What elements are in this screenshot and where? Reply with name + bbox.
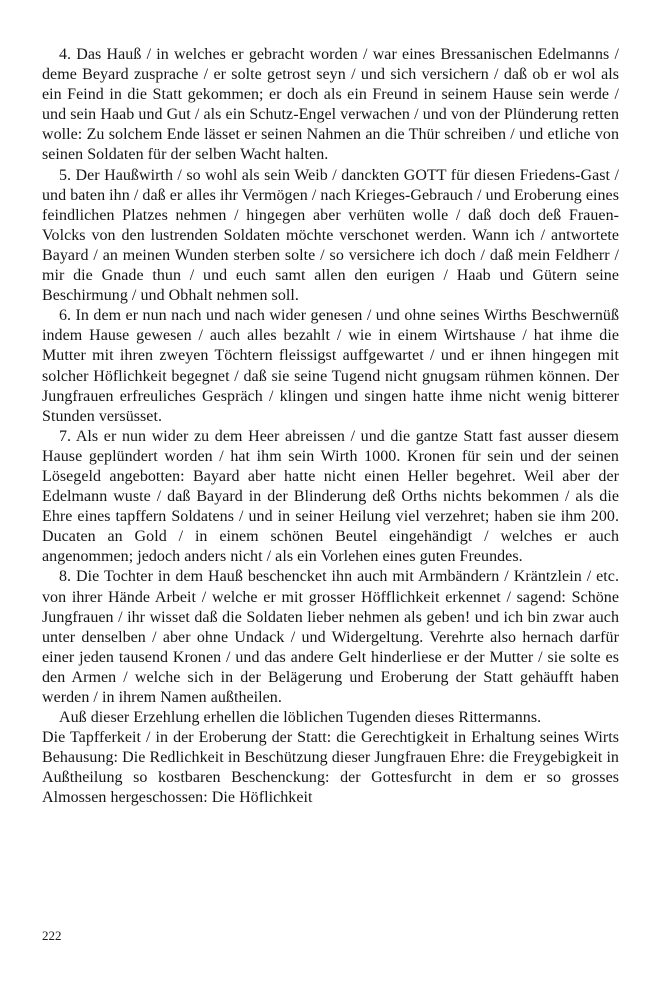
page-number: 222 bbox=[42, 928, 62, 943]
paragraph-6: 6. In dem er nun nach und nach wider genesen / und ohne seines Wirths Beschwernüß indem Hause gewesen / auch alles bezahlt / wie in einem Wirtshause / hat ihme die Mutter mit ihren zweyen Töchtern fleissigst auffgewartet / und er ihnen hingegen mit solcher Höflichkeit begegnet / daß sie seine Tugend nicht gnugsam rühmen können. Der Jungfrauen erfreuliches Gespräch / klingen und singen hatte ihme nicht wenig bitterer Stunden versüsset. bbox=[42, 307, 619, 425]
paragraph-5: 5. Der Haußwirth / so wohl als sein Weib / danckten GOTT für diesen Friedens-Gast / und baten ihn / daß er alles ihr Vermögen / nach Krieges-Gebrauch / und Eroberung eines feindlichen Platzes nehmen / hingegen aber verhüten wolle / daß doch deß Frauen-Volcks von den lustrenden Soldaten möchte verschonet werden. Wann ich / antwortete Bayard / an meinen Wunden sterben solte / so versichere ich doch / daß mein Feldherr / mir die Gnade thun / und euch samt allen den eurigen / Haab und Gütern seine Beschirmung / und Obhalt nehmen soll. bbox=[42, 166, 619, 305]
paragraph-summary-body: Die Tapfferkeit / in der Eroberung der Statt: die Gerechtigkeit in Erhaltung seines Wirts Behausung: Die Redlichkeit in Beschützung dieser Jungfrauen Ehre: die Freygebigkeit in Außtheilung so kostbaren Beschenckung: der Gottesfurcht in dem er so grosses Almossen hergeschossen: Die Höflichkeit bbox=[42, 729, 619, 807]
paragraph-7: 7. Als er nun wider zu dem Heer abreissen / und die gantze Statt fast ausser diesem Hause geplündert worden / hat ihm sein Wirth 1000. Kronen für sein und der seinen Lösegeld angebotten: Bayard aber hatte nicht einen Heller begehret. Weil aber der Edelmann wuste / daß Bayard in der Blinderung deß Orths nichts bekommen / als die Ehre eines tapffern Soldatens / und in seiner Heilung viel verzehret; haben sie ihm 200. Ducaten an Gold / in einem schönen Beutel eingehändigt / welches er auch angenommen; jedoch anders nicht / als ein Vorlehen eines guten Freundes. bbox=[42, 427, 619, 566]
paragraph-8: 8. Die Tochter in dem Hauß beschencket ihn auch mit Armbändern / Kräntzlein / etc. von ihrer Hände Arbeit / welche er mit grosser Höfflichkeit erkennet / sagend: Schöne Jungfrauen / ihr wisset daß die Soldaten lieber nehmen als geben! und ich bin zwar auch unter denselben / aber ohne Undack / und Widergeltung. Verehrte also hernach darfür einer jeden tausend Kronen / und das andere Gelt hinderliese er der Mutter / sie solte es den Armen / welche sich in der Belägerung und Eroberung der Statt gehäufft haben werden / in ihrem Namen außtheilen. bbox=[42, 568, 619, 706]
page-text-block bbox=[42, 45, 619, 809]
paragraph-4: 4. Das Hauß / in welches er gebracht worden / war eines Bressanischen Edelmanns / deme Beyard zusprache / er solte getrost seyn / und sich versichern / daß ob er wol als ein Feind in die Statt gekommen; er doch als ein Freund in seinem Hause sein werde / und sein Haab und Gut / als ein Schutz-Engel verwachen / und von der Plünderung retten wolle: Zu solchem Ende lässet er seinen Nahmen an die Thür schreiben / und etliche von seinen Soldaten für der selben Wacht halten. bbox=[42, 46, 619, 164]
paragraph-summary-intro: Auß dieser Erzehlung erhellen die löblichen Tugenden dieses Rittermanns. bbox=[59, 709, 542, 727]
